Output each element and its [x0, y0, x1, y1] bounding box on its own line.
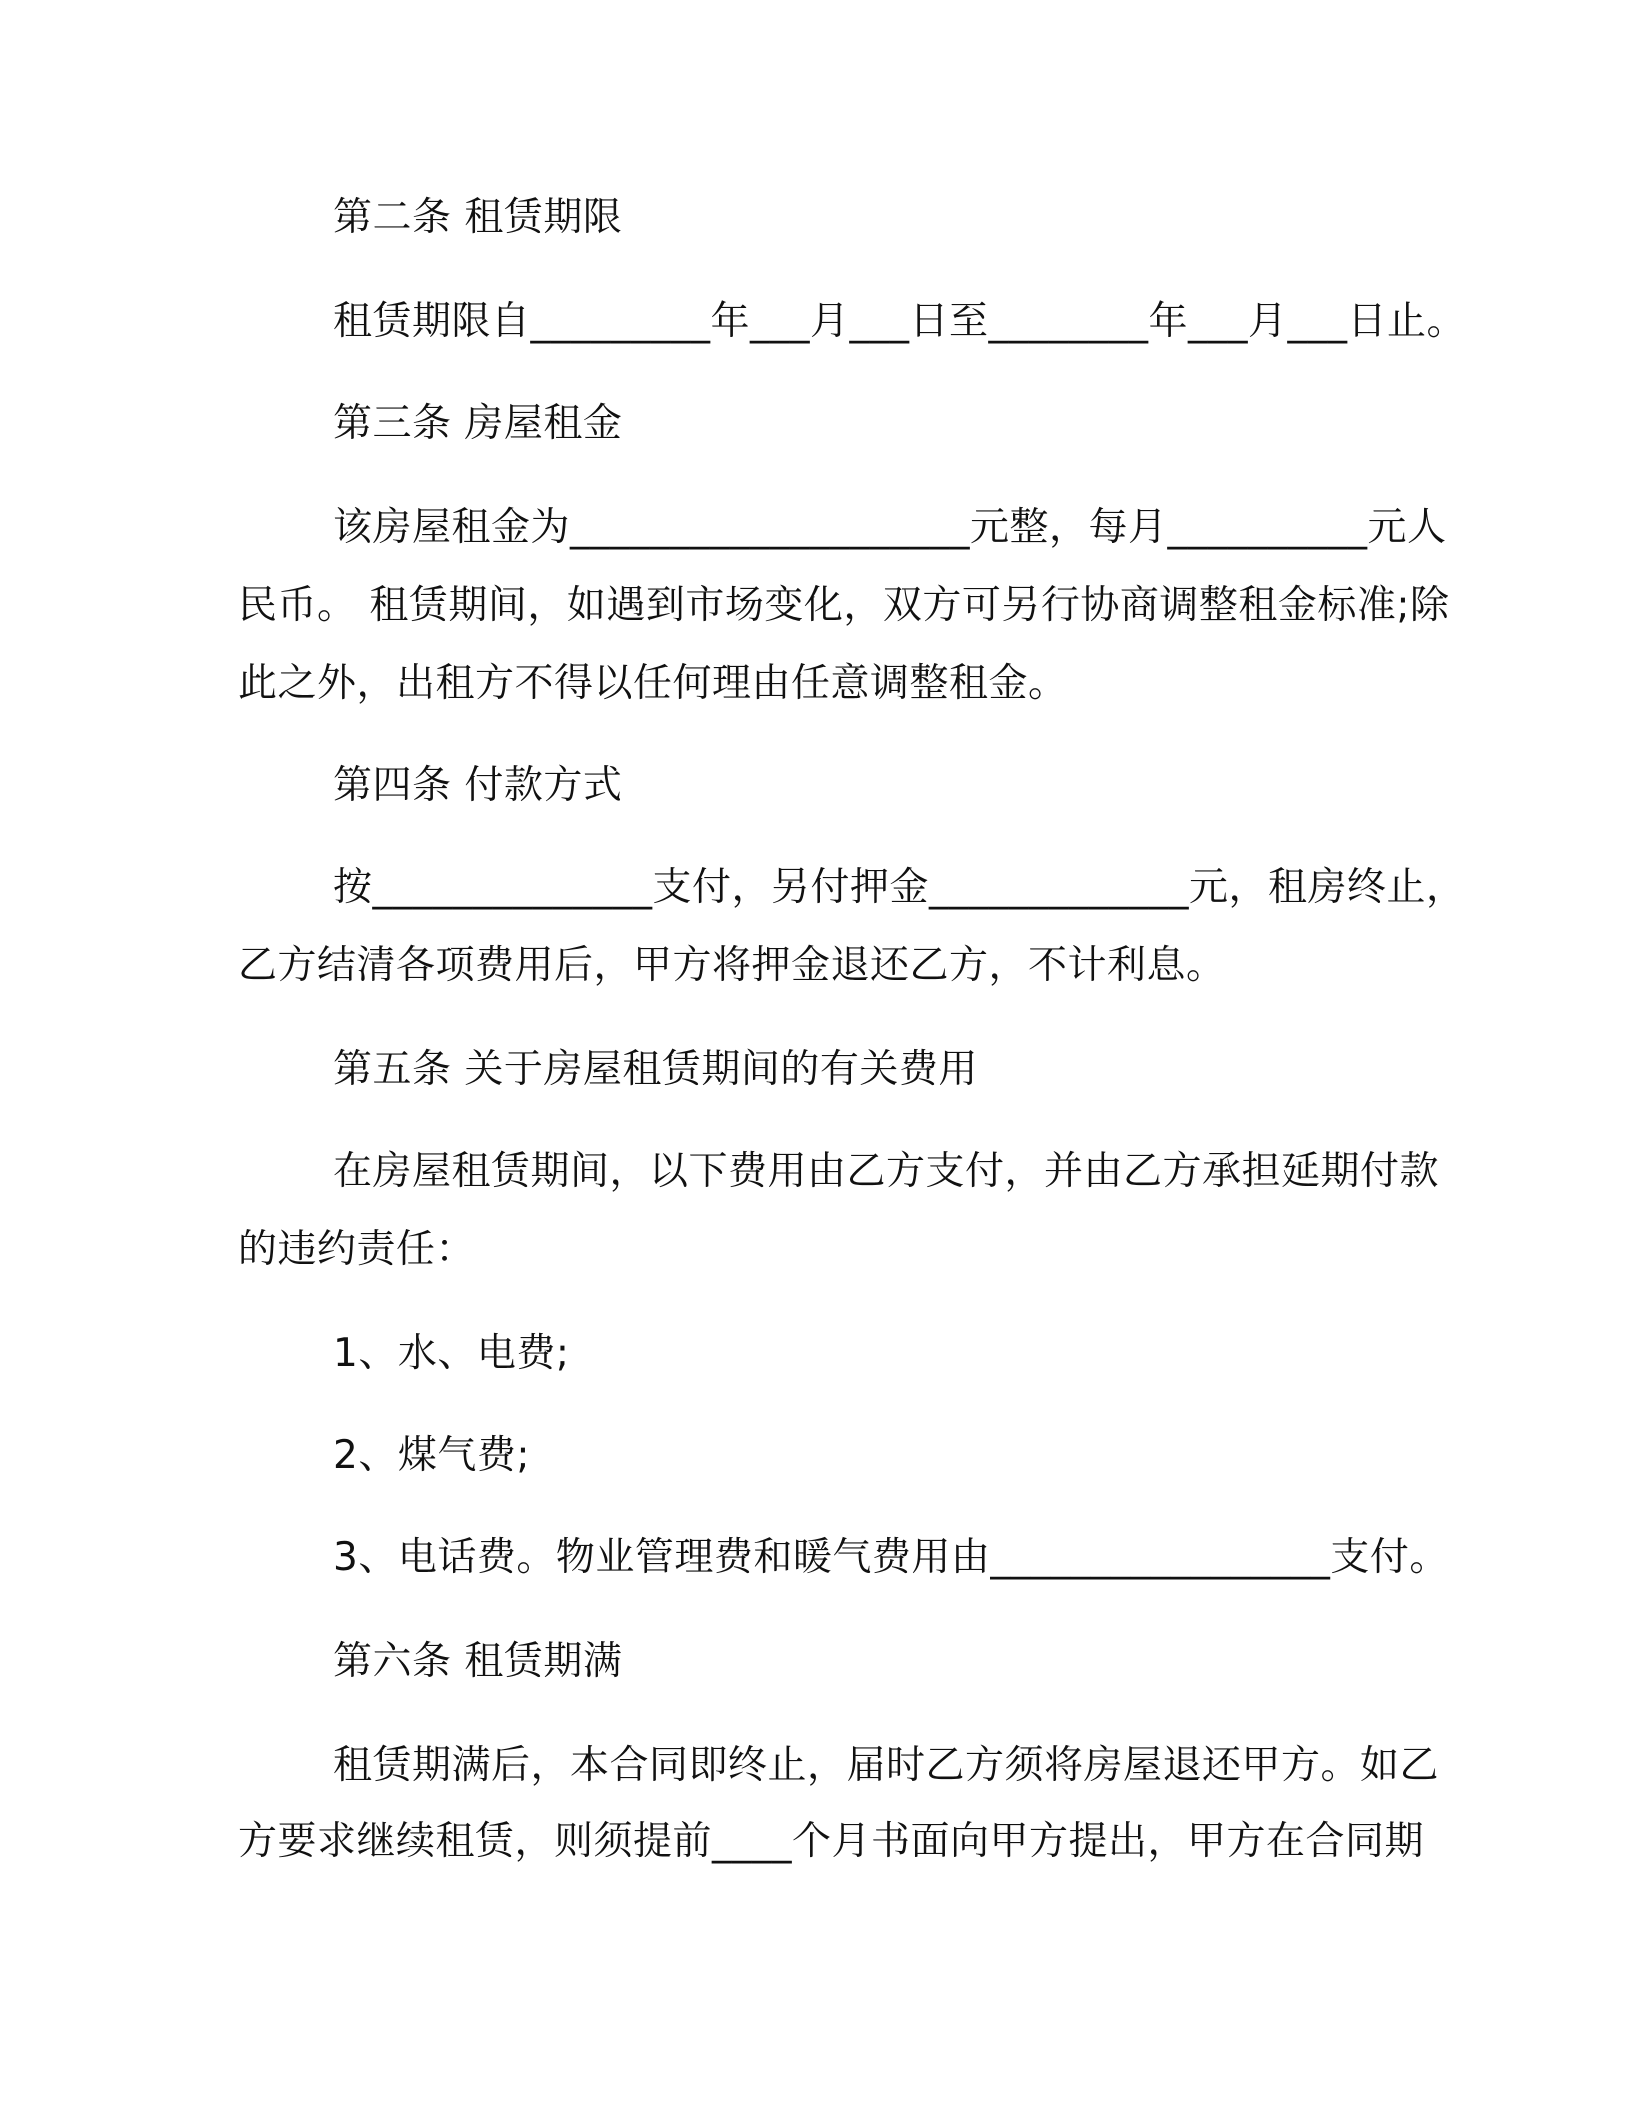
- article-2-paragraph: 租赁期限自_________年___月___日至________年___月___日止。: [333, 299, 1467, 344]
- article-3-paragraph-line-2: 民币。 租赁期间，如遇到市场变化，双方可另行协商调整租金标准;除: [238, 583, 1450, 628]
- article-4-paragraph-line-1: 按______________支付，另付押金_____________元，租房终止，: [333, 865, 1466, 910]
- article-6-heading: 第六条 租赁期满: [333, 1639, 623, 1684]
- article-3-heading: 第三条 房屋租金: [333, 401, 623, 446]
- article-5-paragraph-line-2: 的违约责任：: [238, 1227, 476, 1272]
- article-5-item-2: 2、煤气费;: [333, 1433, 530, 1478]
- article-4-heading: 第四条 付款方式: [333, 763, 623, 808]
- article-4-paragraph-line-2: 乙方结清各项费用后，甲方将押金退还乙方，不计利息。: [238, 943, 1226, 988]
- article-5-paragraph-line-1: 在房屋租赁期间，以下费用由乙方支付，并由乙方承担延期付款: [333, 1149, 1440, 1194]
- article-2-heading: 第二条 租赁期限: [333, 195, 623, 240]
- article-5-heading: 第五条 关于房屋租赁期间的有关费用: [333, 1047, 978, 1092]
- article-6-paragraph-line-2: 方要求继续租赁，则须提前____个月书面向甲方提出，甲方在合同期: [238, 1819, 1425, 1864]
- article-5-item-3: 3、电话费。物业管理费和暖气费用由_________________支付。: [333, 1535, 1449, 1580]
- article-3-paragraph-line-1: 该房屋租金为____________________元整，每月__________元人: [333, 505, 1447, 550]
- article-5-item-1: 1、水、电费;: [333, 1331, 570, 1376]
- article-6-paragraph-line-1: 租赁期满后，本合同即终止，届时乙方须将房屋退还甲方。如乙: [333, 1743, 1440, 1788]
- article-3-paragraph-line-3: 此之外，出租方不得以任何理由任意调整租金。: [238, 661, 1068, 706]
